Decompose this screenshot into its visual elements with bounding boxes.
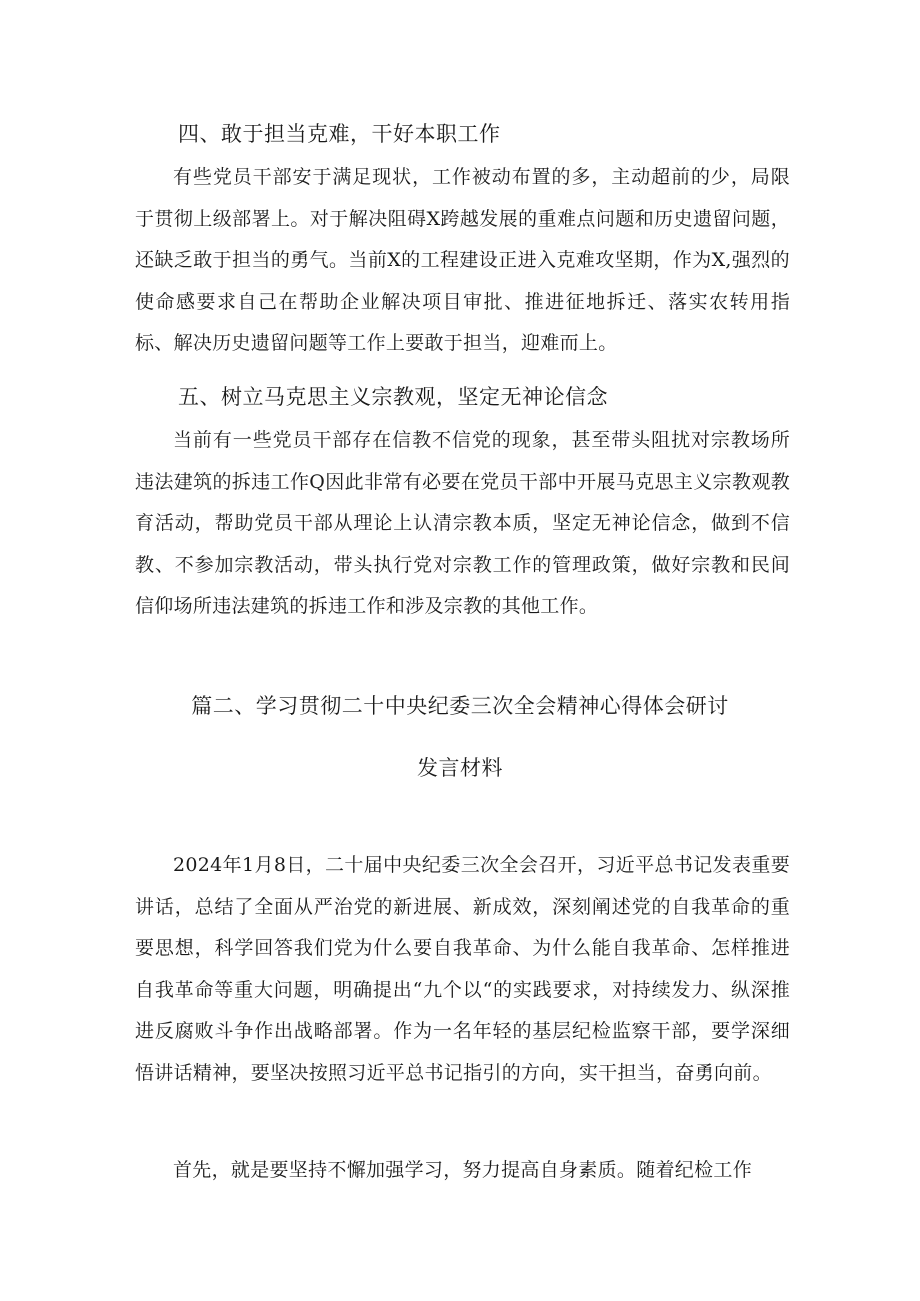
section-4-heading: 四、敢于担当克难，干好本职工作 [178, 122, 501, 146]
article-title-line-1: 篇二、学习贯彻二十中央纪委三次全会精神心得体会研讨 [191, 694, 729, 718]
article-title-line-2: 发言材料 [417, 756, 503, 780]
article-paragraph-1: 2024年1月8日，二十届中央纪委三次全会召开，习近平总书记发表重要讲话，总结了全面从严治党的新进展、新成效，深刻阐述党的自我革命的重要思想，科学回答我们党为什么要自我革命、为什么能自我革命、怎样推进自我革命等重大问题，明确提出“九个以“的实践要求，对持续发力、纵深推进反腐败斗争作出战略部署。作为一名年轻的基层纪检监察干部，要学深细悟讲话精神，要坚决按照习近平总书记指引的方向，实干担当，奋勇向前。 [135, 854, 790, 1084]
section-5-body: 当前有一些党员干部存在信教不信党的现象，甚至带头阻扰对宗教场所违法建筑的拆违工作Q因此非常有必要在党员干部中开展马克思主义宗教观教育活动，帮助党员干部从理论上认清宗教本质，坚定无神论信念，做到不信教、不参加宗教活动，带头执行党对宗教工作的管理政策，做好宗教和民间信仰场所违法建筑的拆违工作和涉及宗教的其他工作。 [135, 429, 790, 617]
article-paragraph-2: 首先，就是要坚持不懈加强学习，努力提高自身素质。随着纪检工作 [173, 1159, 753, 1181]
section-4-body: 有些党员干部安于满足现状，工作被动布置的多，主动超前的少，局限于贯彻上级部署上。对于解决阻碍X跨越发展的重难点问题和历史遗留问题，还缺乏敢于担当的勇气。当前X的工程建设正进入克难攻坚期，作为X,强烈的使命感要求自己在帮助企业解决项目审批、推进征地拆迁、落实农转用指标、解决历史遗留问题等工作上要敢于担当，迎难而上。 [135, 166, 790, 354]
section-5-heading: 五、树立马克思主义宗教观，坚定无神论信念 [178, 385, 608, 409]
